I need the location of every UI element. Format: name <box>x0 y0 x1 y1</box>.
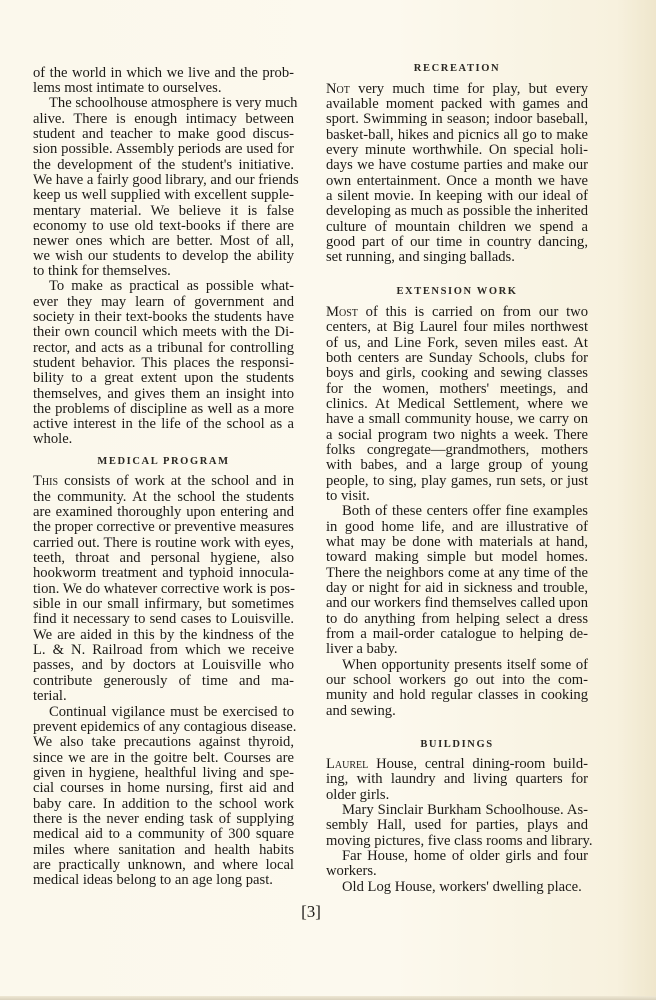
text-line: bility to a great extent upon the students <box>33 370 294 386</box>
text-line: passes, and by doctors at Louisville who <box>33 657 294 673</box>
text-line: student and teacher to make good discus- <box>33 126 294 142</box>
text-line: society in their text-books the students have <box>33 309 294 325</box>
text-line: toward making simple but model homes. <box>326 549 588 565</box>
text-span: very much time for play, but every <box>349 81 588 97</box>
text-span: of this is carried on from our two <box>357 304 588 320</box>
text-line: Mary Sinclair Burkham Schoolhouse. As- <box>342 802 588 818</box>
text-line: There the neighbors come at any time of the <box>326 565 588 581</box>
text-line <box>326 757 588 772</box>
text-line: and sewing. <box>326 703 396 719</box>
text-line: ing, with laundry and living quarters for <box>326 771 588 787</box>
text-line <box>326 305 588 320</box>
text-line: carried out. There is routine work with eyes, <box>33 535 294 551</box>
text-line: To make as practical as possible what- <box>49 278 294 294</box>
text-line: of the world in which we live and the prob- <box>33 65 294 81</box>
text-line: are practically unknown, and where local <box>33 857 294 873</box>
text-line: alive. There is enough intimacy between <box>33 111 294 127</box>
text-line: centers, at Big Laurel four miles northwest <box>326 319 588 335</box>
text-line: The schoolhouse atmosphere is very much <box>49 95 298 111</box>
text-line: student behavior. This places the responsi- <box>33 355 294 371</box>
text-line: Far House, home of older girls and four <box>342 848 588 864</box>
page-edge <box>0 996 656 1000</box>
section-heading-buildings: BUILDINGS <box>420 739 494 750</box>
text-line: workers. <box>326 863 377 879</box>
text-line: baby care. In addition to the school work <box>33 796 294 812</box>
text-line: set running, and singing ballads. <box>326 249 515 265</box>
lead-word: This <box>33 473 59 489</box>
text-line: for the women, mothers' meetings, and <box>326 381 588 397</box>
text-line: day or night for aid in sickness and trouble, <box>326 580 588 596</box>
text-line: boys and girls, cooking and sewing classes <box>326 365 588 381</box>
text-line: the proper corrective or preventive measures <box>33 519 294 535</box>
text-line: medical ideas belong to an age long past. <box>33 872 273 888</box>
text-line: a social program two nights a week. There <box>326 427 588 443</box>
text-line: every minute worthwhile. On special holi- <box>326 142 588 158</box>
text-line: We have a fairly good library, and our friends <box>33 172 299 188</box>
text-line: we wish our students to develop the ability <box>33 248 294 264</box>
text-line <box>326 82 588 97</box>
text-line: older girls. <box>326 787 390 803</box>
section-heading-medical-program: MEDICAL PROGRAM <box>97 456 230 467</box>
text-line: hookworm treatment and typhoid innocula- <box>33 565 294 581</box>
text-line: medical aid to a community of 300 square <box>33 826 294 842</box>
text-line: newer ones which are better. Most of all, <box>33 233 294 249</box>
text-line: in good home life, and are illustrative of <box>326 519 588 535</box>
text-span: House, central dining-room build- <box>368 756 588 772</box>
lead-word: Most <box>326 304 358 320</box>
text-line: find it necessary to send cases to Louisville. <box>33 611 294 627</box>
text-line: our school workers go out into the com- <box>326 672 588 688</box>
text-line <box>33 474 294 489</box>
text-line: munity and hold regular classes in cooking <box>326 687 588 703</box>
text-line: We are aided in this by the kindness of the <box>33 627 294 643</box>
text-line: have a small community house, we carry on <box>326 411 588 427</box>
text-line: own entertainment. Once a month we have <box>326 173 588 189</box>
text-line: with babes, and a large group of young <box>326 457 588 473</box>
text-line: Continual vigilance must be exercised to <box>49 704 294 720</box>
text-line: basket-ball, hikes and picnics all go to make <box>326 127 588 143</box>
text-line: of us, and Line Fork, seven miles east. At <box>326 335 588 351</box>
text-line: L. & N. Railroad from which we receive <box>33 642 294 658</box>
text-line: the problems of discipline as well as a more <box>33 401 294 417</box>
text-line: When opportunity presents itself some of <box>342 657 588 673</box>
text-line: miles where sanitation and health habits <box>33 842 294 858</box>
section-heading-recreation: RECREATION <box>413 63 501 74</box>
text-line: to do anything from helping select a dress <box>326 611 588 627</box>
text-line: from a mail-order catalogue to helping de- <box>326 626 588 642</box>
text-line: tion. We do whatever corrective work is pos- <box>33 581 295 597</box>
text-line: prevent epidemics of any contagious disease. <box>33 719 297 735</box>
text-line: are examined thoroughly upon entering and <box>33 504 294 520</box>
text-line: given in hygiene, healthful living and spe- <box>33 765 294 781</box>
text-line: the development of the student's initiative. <box>33 157 294 173</box>
text-span: consists of work at the school and in <box>58 473 294 489</box>
text-line: keep us well supplied with excellent supple- <box>33 187 294 203</box>
text-line: contribute generously of time and ma- <box>33 673 294 689</box>
text-line: good part of our time in country dancing, <box>326 234 588 250</box>
text-line: economy to use old text-books if there are <box>33 218 294 234</box>
text-line: both centers are Sunday Schools, clubs for <box>326 350 588 366</box>
section-heading-extension-work: EXTENSION WORK <box>396 286 518 297</box>
text-line: there is the never ending task of supplying <box>33 811 294 827</box>
text-line: Old Log House, workers' dwelling place. <box>342 879 582 895</box>
text-line: and our workers find themselves called upon <box>326 595 588 611</box>
text-line: days we have costume parties and make our <box>326 157 588 173</box>
text-line: themselves, and gives them an insight into <box>33 386 294 402</box>
text-line: folks congregate—grandmothers, mothers <box>326 442 588 458</box>
text-line: sion possible. Assembly periods are used for <box>33 141 294 157</box>
text-line: Both of these centers offer fine examples <box>342 503 588 519</box>
text-line: clinics. At Medical Settlement, where we <box>326 396 588 412</box>
text-line: available moment packed with games and <box>326 96 588 112</box>
text-line: moving pictures, five class rooms and library. <box>326 833 593 849</box>
text-line: sport. Swimming in season; indoor baseball, <box>326 111 588 127</box>
text-line: lems most intimate to ourselves. <box>33 80 222 96</box>
text-line: cial courses in home nursing, first aid and <box>33 780 294 796</box>
text-line: their own council which meets with the Di- <box>33 324 294 340</box>
text-line: terial. <box>33 688 67 704</box>
lead-word: Laurel <box>326 756 369 772</box>
text-line: to visit. <box>326 488 370 504</box>
text-line: rector, and acts as a tribunal for controlling <box>33 340 294 356</box>
text-line: teeth, throat and personal hygiene, also <box>33 550 294 566</box>
text-line: liver a baby. <box>326 641 398 657</box>
text-line: ever they may learn of government and <box>33 294 294 310</box>
text-line: to think for themselves. <box>33 263 171 279</box>
text-line: whole. <box>33 431 73 447</box>
text-line: mentary material. We believe it is false <box>33 203 294 219</box>
text-line: what may be done with materials at hand, <box>326 534 588 550</box>
text-line: a silent movie. In keeping with our ideal of <box>326 188 588 204</box>
lead-word: Not <box>326 81 350 97</box>
page-number: [3] <box>301 902 321 921</box>
text-line: people, to sing, play games, run sets, or just <box>326 473 588 489</box>
text-line: culture of mountain children we spend a <box>326 219 588 235</box>
text-line: We also take precautions against thyroid, <box>33 734 294 750</box>
text-line: developing as much as possible the inherited <box>326 203 588 219</box>
text-line: active interest in the life of the school as a <box>33 416 294 432</box>
text-line: sible in our small infirmary, but sometimes <box>33 596 294 612</box>
text-line: since we are in the goitre belt. Courses are <box>33 750 294 766</box>
text-line: sembly Hall, used for parties, plays and <box>326 817 588 833</box>
text-line: the community. At the school the students <box>33 489 294 505</box>
